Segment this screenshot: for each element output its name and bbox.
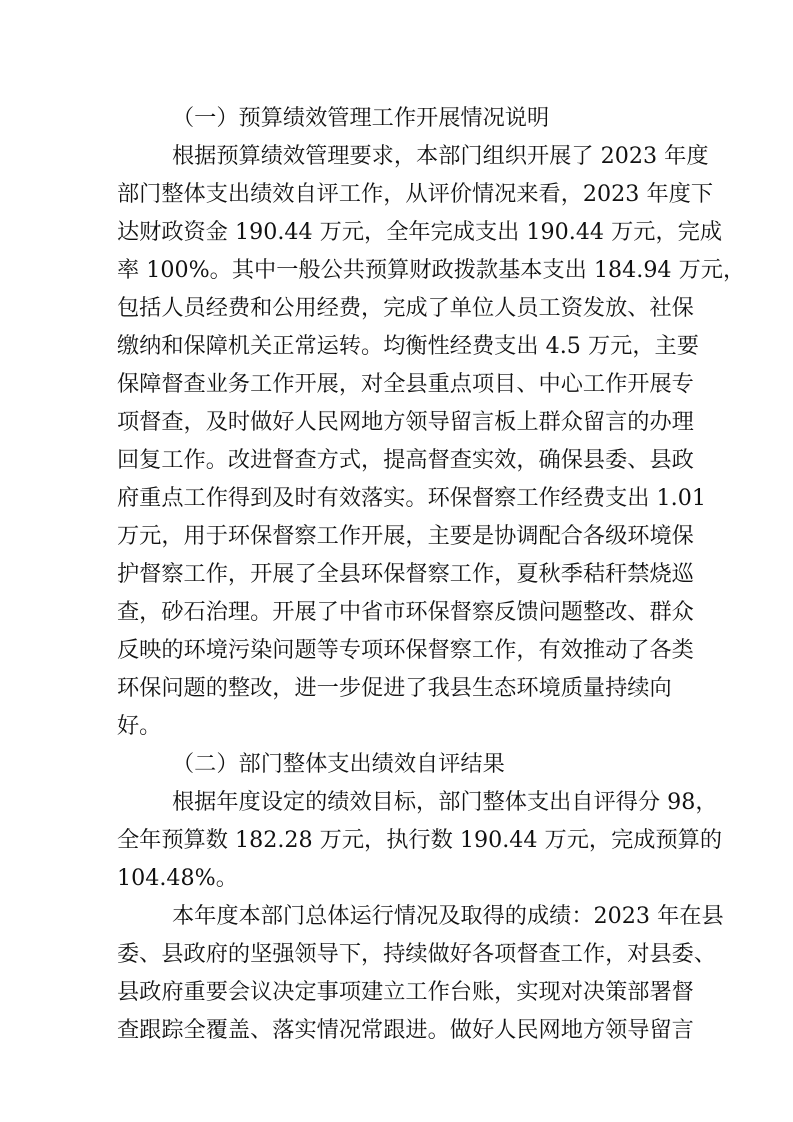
section-1-para-1-line-16: 好。 [117, 713, 162, 739]
section-1-para-1-line-1: 根据预算绩效管理要求，本部门组织开展了 2023 年度 [172, 143, 709, 169]
section-2-para-1-line-2: 全年预算数 182.28 万元，执行数 190.44 万元，完成预算的 [117, 827, 723, 853]
section-1-para-1-line-4: 率 100%。其中一般公共预算财政拨款基本支出 184.94 万元， [117, 257, 746, 283]
section-2-para-1-line-3: 104.48%。 [117, 865, 238, 891]
section-1-para-1-line-10: 府重点工作得到及时有效落实。环保督察工作经费支出 1.01 [117, 485, 706, 511]
section-1-para-1-line-6: 缴纳和保障机关正常运转。均衡性经费支出 4.5 万元，主要 [117, 333, 699, 359]
section-1-para-1-line-12: 护督察工作，开展了全县环保督察工作，夏秋季秸秆禁烧巡 [117, 561, 694, 587]
section-2-para-2-line-1: 本年度本部门总体运行情况及取得的成绩：2023 年在县 [172, 903, 724, 929]
section-2-para-2-line-4: 查跟踪全覆盖、落实情况常跟进。做好人民网地方领导留言 [117, 1017, 694, 1043]
section-2-para-2-line-3: 县政府重要会议决定事项建立工作台账，实现对决策部署督 [117, 979, 694, 1005]
section-1-para-1-line-5: 包括人员经费和公用经费，完成了单位人员工资发放、社保 [117, 295, 694, 321]
section-2-para-2-line-2: 委、县政府的坚强领导下，持续做好各项督查工作，对县委、 [117, 941, 717, 967]
section-1-para-1-line-11: 万元，用于环保督察工作开展，主要是协调配合各级环境保 [117, 523, 694, 549]
section-1-para-1-line-2: 部门整体支出绩效自评工作，从评价情况来看，2023 年度下 [117, 181, 714, 207]
section-1-para-1-line-3: 达财政资金 190.44 万元，全年完成支出 190.44 万元，完成 [117, 219, 723, 245]
section-2-heading: （二）部门整体支出绩效自评结果 [172, 751, 505, 777]
section-1-para-1-line-13: 查，砂石治理。开展了中省市环保督察反馈问题整改、群众 [117, 599, 694, 625]
section-2-para-1-line-1: 根据年度设定的绩效目标，部门整体支出自评得分 98， [172, 789, 718, 815]
section-1-para-1-line-14: 反映的环境污染问题等专项环保督察工作，有效推动了各类 [117, 637, 694, 663]
section-1-heading: （一）预算绩效管理工作开展情况说明 [172, 105, 550, 131]
section-1-para-1-line-9: 回复工作。改进督查方式，提高督查实效，确保县委、县政 [117, 447, 694, 473]
section-1-para-1-line-15: 环保问题的整改，进一步促进了我县生态环境质量持续向 [117, 675, 672, 701]
section-1-para-1-line-8: 项督查，及时做好人民网地方领导留言板上群众留言的办理 [117, 409, 694, 435]
section-1-para-1-line-7: 保障督查业务工作开展，对全县重点项目、中心工作开展专 [117, 371, 694, 397]
